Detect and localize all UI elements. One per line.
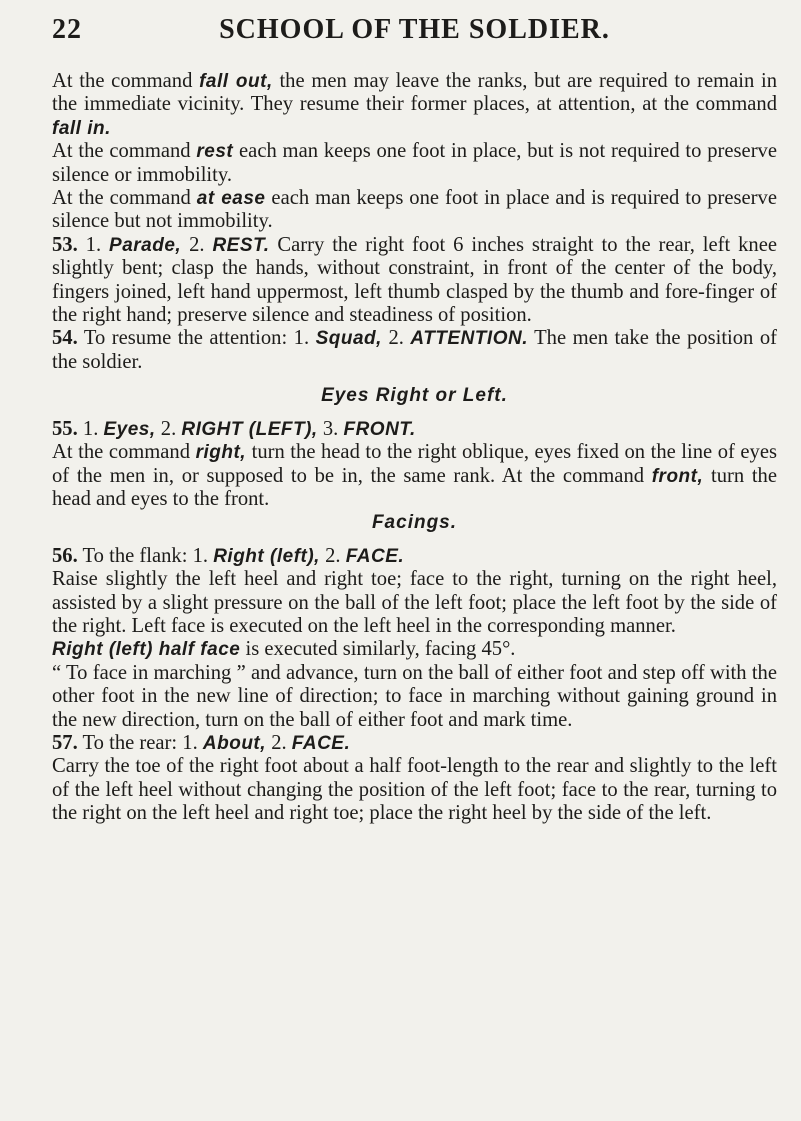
text: At the command — [52, 441, 196, 464]
paragraph-number: 55. — [52, 417, 78, 440]
command-term: RIGHT (LEFT), — [181, 418, 318, 440]
paragraph-at-ease — [52, 187, 777, 234]
command-term: REST. — [212, 234, 270, 256]
paragraph-55 — [52, 418, 777, 441]
paragraph-fall-out — [52, 70, 777, 140]
command-term: Squad, — [315, 328, 382, 350]
command-term: fall in. — [52, 117, 111, 139]
book-page — [52, 14, 777, 826]
text: Raise slightly the left heel and right toe; face to the right, turning on the right heel, assisted by a slight pressure on the ball of the left foot; place the left foot by the side of the right. Left face is executed on the left heel in the corresponding manner. — [52, 568, 777, 637]
text: Carry the toe of the right foot about a half foot-length to the rear and slightly to the left of the left heel without changing the position of the left foot; face to the rear, turning to the right on the left heel and right toe; place the right heel by the side of the left. — [52, 755, 777, 825]
paragraph-number: 57. — [52, 731, 78, 754]
command-term: front, — [651, 465, 704, 487]
section-heading-facings: Facings. — [371, 512, 458, 534]
command-term: Eyes, — [103, 418, 156, 440]
section-heading-eyes: Eyes Right or Left. — [321, 385, 508, 407]
text: 2. — [319, 544, 346, 567]
paragraph-56-body — [52, 568, 777, 638]
paragraph-57-body — [52, 755, 777, 825]
command-term: fall out, — [199, 71, 273, 92]
command-term: Parade, — [109, 234, 182, 256]
page-number: 22 — [52, 14, 82, 45]
command-term: FACE. — [345, 545, 405, 567]
spacer — [52, 374, 777, 384]
paragraph-55-body — [52, 441, 777, 511]
text: each man keeps one foot in place, but is not required to preserve silence or immobility. — [52, 140, 777, 186]
paragraph-rest — [52, 140, 777, 187]
text: 2. — [381, 327, 411, 350]
paragraph-number: 56. — [52, 544, 78, 567]
text: The men take the position of the soldier. — [52, 327, 777, 373]
paragraph-56-marching — [52, 662, 777, 732]
command-term: FACE. — [291, 732, 351, 754]
text: Carry the right foot 6 inches straight to the rear, left knee slightly bent; clasp the hands, without constraint, in front of the center of the body, fingers joined, left hand uppermost, left thumb clasped by the thumb and fore-finger of the right hand; preserve silence and steadiness of position. — [52, 233, 777, 327]
text: turn the head and eyes to the front. — [52, 464, 777, 510]
command-term: About, — [202, 732, 267, 754]
command-term: Right (left), — [213, 545, 320, 567]
text: To resume the attention: 1. — [77, 327, 316, 350]
page-header — [52, 14, 777, 62]
running-title: SCHOOL OF THE SOLDIER. — [219, 14, 610, 45]
text: is executed similarly, facing 45°. — [240, 638, 516, 661]
text: 1. — [77, 233, 110, 256]
spacer — [52, 535, 777, 545]
command-term: right, — [195, 442, 247, 464]
command-term: ATTENTION. — [410, 328, 528, 350]
paragraph-54 — [52, 327, 777, 374]
command-term: at ease — [196, 188, 266, 210]
paragraph-56-half-face — [52, 638, 777, 661]
text: each man keeps one foot in place and is required to preserve silence but not immobility. — [52, 187, 777, 233]
text: 3. — [317, 417, 344, 440]
paragraph-53 — [52, 234, 777, 328]
text: 1. — [77, 417, 104, 440]
text: 2. — [155, 417, 182, 440]
text: To the flank: 1. — [77, 544, 214, 567]
command-term: FRONT. — [343, 418, 416, 440]
spacer — [52, 408, 777, 418]
paragraph-number: 54. — [52, 327, 78, 350]
text: 2. — [266, 731, 292, 754]
text: At the command — [52, 70, 200, 92]
text: turn the head to the right oblique, eyes fixed on the line of eyes of the men in, or supposed to be in, the same rank. At the command — [52, 441, 777, 487]
paragraph-56 — [52, 545, 777, 568]
text: the men may leave the ranks, but are required to remain in the immediate vicinity. They resume their former places, at attention, at the command — [52, 70, 777, 116]
text: 2. — [181, 233, 213, 256]
paragraph-57 — [52, 732, 777, 755]
paragraph-number: 53. — [52, 233, 78, 256]
page-body — [52, 70, 777, 826]
command-term: rest — [196, 141, 234, 163]
text: “ To face in marching ” and advance, turn on the ball of either foot and step off with the other foot in the new line of direction; to face in marching without gaining ground in the new direction, turn on the ball of either foot and mark time. — [52, 661, 777, 731]
text: At the command — [52, 187, 197, 210]
text: At the command — [52, 140, 197, 163]
command-term: Right (left) half face — [52, 639, 241, 661]
text: To the rear: 1. — [77, 731, 203, 754]
